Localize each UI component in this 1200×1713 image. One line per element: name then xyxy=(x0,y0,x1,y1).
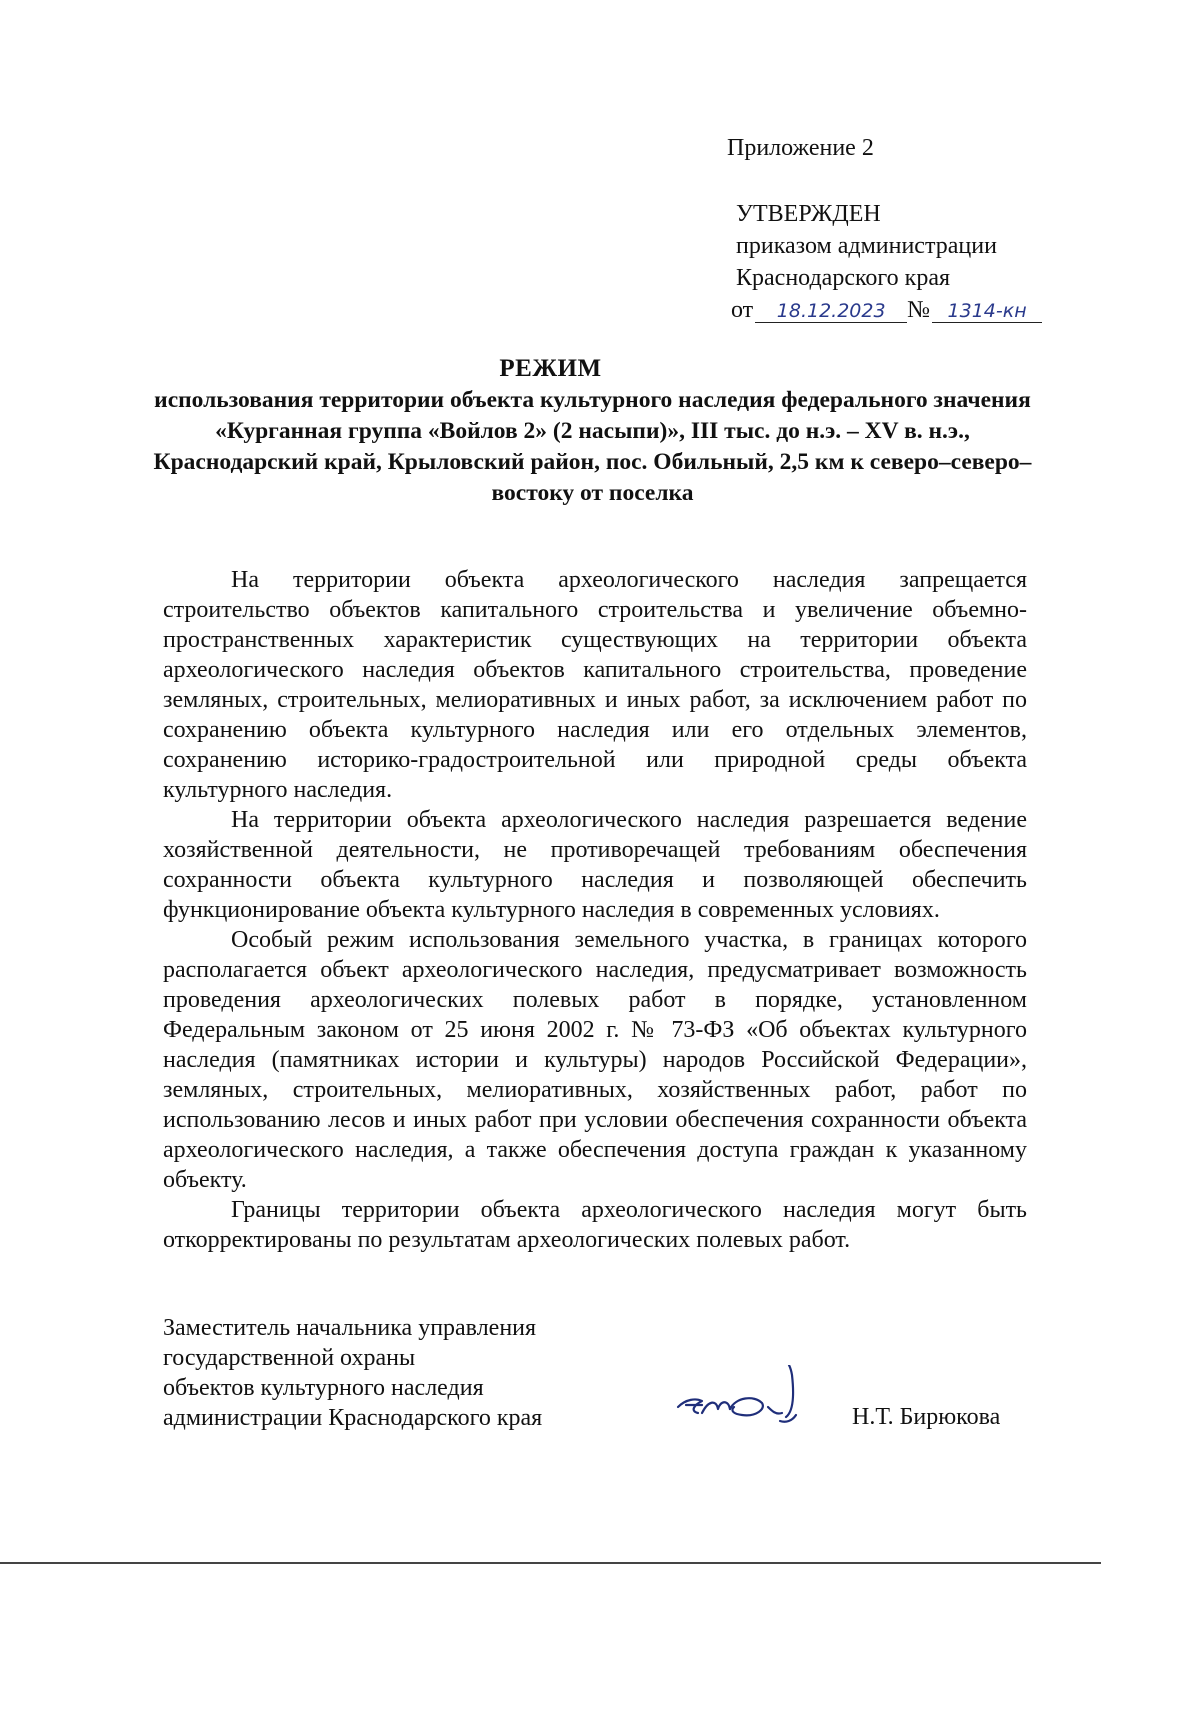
appendix-label: Приложение 2 xyxy=(727,135,874,161)
document-subtitle: использования территории объекта культурного наследия федерального значения «Курганная группа «Войлов 2» (2 насыпи)», III тыс. до н.э. – XV в. н.э., Краснодарский край, Крыловский район, пос. Обильный, 2,5 км к северо–северо–востоку от поселка xyxy=(153,387,1032,506)
date-prefix: от xyxy=(731,297,754,323)
page-bottom-edge xyxy=(0,1562,1101,1564)
approval-block xyxy=(731,198,1066,326)
signer-position-line-2: государственной охраны xyxy=(163,1345,416,1371)
handwritten-signature-icon xyxy=(672,1365,812,1435)
document-body xyxy=(163,565,1027,1255)
signer-position-line-4: администрации Краснодарского края xyxy=(163,1405,543,1431)
body-paragraph-3: Особый режим использования земельного участка, в границах которого располагается объект археологического наследия, предусматривает возможность проведения археологических полевых работ в порядке, установленном Федеральным законом от 25 июня 2002 г. № 73-ФЗ «Об объектах культурного наследия (памятниках истории и культуры) народов Российской Федерации», земляных, строительных, мелиоративных, хозяйственных работ, работ по использованию лесов и иных работ при условии обеспечения сохранности объекта археологического наследия, а также обеспечения доступа граждан к указанному объекту. xyxy=(163,927,1027,1193)
document-title: РЕЖИМ xyxy=(499,355,602,382)
handwritten-date: 18.12.2023 xyxy=(755,300,907,323)
approval-date-line xyxy=(731,294,1061,326)
handwritten-order-number: 1314-кн xyxy=(932,300,1042,323)
approval-line-2: Краснодарского края xyxy=(736,265,951,291)
signer-position-line-3: объектов культурного наследия xyxy=(163,1375,484,1401)
signer-position-line-1: Заместитель начальника управления xyxy=(163,1315,537,1341)
signer-position-block xyxy=(163,1313,542,1433)
number-prefix: № xyxy=(907,297,931,323)
approval-line-1: приказом администрации xyxy=(736,233,997,259)
body-paragraph-4: Границы территории объекта археологического наследия могут быть откорректированы по результатам археологических полевых работ. xyxy=(163,1197,1027,1253)
signer-name: Н.Т. Бирюкова xyxy=(852,1404,1001,1430)
body-paragraph-1: На территории объекта археологического наследия запрещается строительство объектов капитального строительства и увеличение объемно-пространственных характеристик существующих на территории объекта археологического наследия объектов капитального строительства, проведение земляных, строительных, мелиоративных и иных работ, за исключением работ по сохранению объекта культурного наследия или его отдельных элементов, сохранению историко-градостроительной или природной среды объекта культурного наследия. xyxy=(163,567,1027,803)
approval-status: УТВЕРЖДЕН xyxy=(736,201,881,227)
body-paragraph-2: На территории объекта археологического наследия разрешается ведение хозяйственной деятельности, не противоречащей требованиям обеспечения сохранности объекта культурного наследия и позволяющей обеспечить функционирование объекта культурного наследия в современных условиях. xyxy=(163,807,1027,923)
